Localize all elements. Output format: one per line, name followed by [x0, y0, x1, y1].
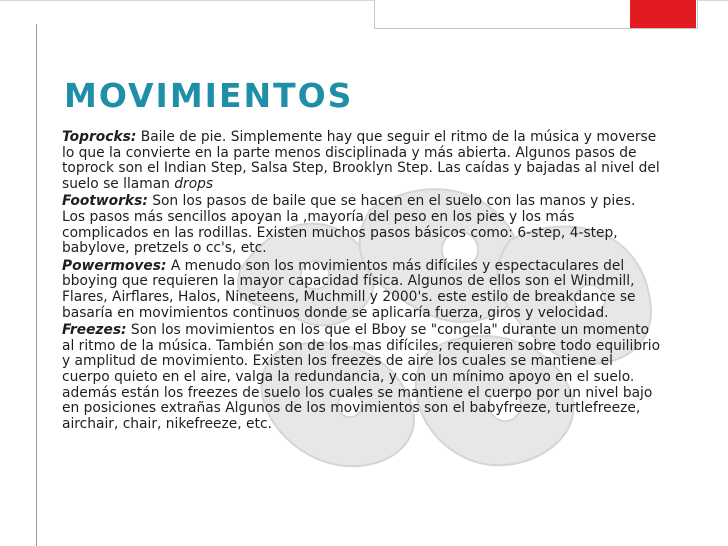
paragraph-toprocks: [62, 130, 662, 192]
term-powermoves: Powermoves:: [62, 257, 167, 274]
text-powermoves: A menudo son los movimientos más difíciles y espectaculares del bboying que requieren la mayor capacidad física. Algunos de ellos son el Windmill, Flares, Airflares, Halos, Nineteens, Muchmill y 2000's. este estilo de breakdance se basaría en movimientos continuos donde se aplicaría fuerza, giros y velocidad.: [62, 257, 636, 321]
slide-body: [62, 130, 662, 434]
paragraph-footworks: [62, 194, 662, 256]
paragraph-powermoves: [62, 259, 662, 321]
left-vertical-rule: [36, 24, 37, 546]
text-footworks: Son los pasos de baile que se hacen en el suelo con las manos y pies. Los pasos más sencillos apoyan la ,mayoría del peso en los pies y los más complicados en las rodillas. Existen muchos pasos básicos como: 6-step, 4-step, babylove, pretzels o cc's, etc.: [62, 193, 636, 257]
term-drops: drops: [174, 175, 214, 192]
text-toprocks: Baile de pie. Simplemente hay que seguir el ritmo de la música y moverse lo que la convierte en la parte menos disciplinada y más abierta. Algunos pasos de toprock son el Indian Step, Salsa Step, Brooklyn Step. Las caídas y bajadas al nivel del suelo se llaman: [62, 129, 660, 192]
paragraph-freezes: [62, 323, 662, 432]
corner-red-accent: [630, 0, 696, 28]
term-freezes: Freezes:: [62, 322, 127, 339]
term-footworks: Footworks:: [62, 193, 148, 210]
text-freezes: Son los movimientos en los que el Bboy se "congela" durante un momento al ritmo de la música. También son de los mas difíciles, requieren sobre todo equilibrio y amplitud de movimiento. Existen los freezes de aire los cuales se mantiene el cuerpo quieto en el aire, valga la redundancia, y con un mínimo apoyo en el suelo. además están los freezes de suelo los cuales se mantiene el cuerpo por un nivel bajo en posiciones extrañas Algunos de los movimientos son el babyfreeze, turtlefreeze, airchair, chair, nikefreeze, etc.: [62, 322, 661, 432]
term-toprocks: Toprocks:: [62, 129, 137, 145]
slide-title: MOVIMIENTOS: [64, 76, 354, 115]
